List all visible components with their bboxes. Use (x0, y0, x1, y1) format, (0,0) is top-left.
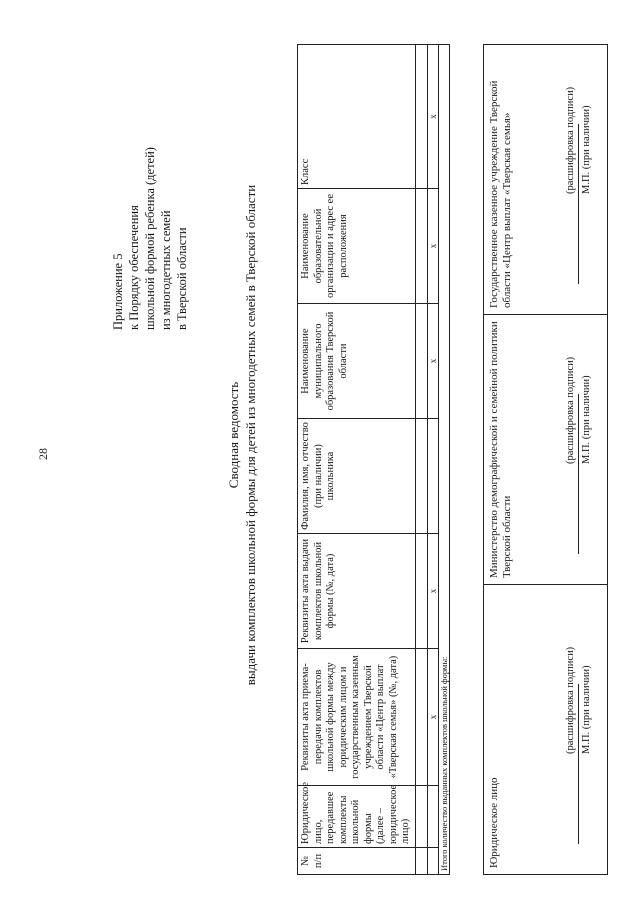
title-line-1: Сводная ведомость (226, 381, 241, 489)
header-cell-school: Наименование образовательной организации и адрес ее расположения (298, 189, 416, 304)
signature-org: Министерство демографической и семейной политики Тверской области (488, 321, 513, 578)
table-row (415, 45, 427, 875)
header-cell-student-name: Фамилия, имя, отчество (при наличии) школьника (298, 419, 416, 534)
table-cell (415, 649, 427, 786)
appendix-line: к Порядку обеспечения (127, 205, 141, 330)
signature-mp: М.П. (при наличии) (581, 375, 592, 464)
table-cell (415, 534, 427, 649)
signature-block-legal-entity (484, 585, 608, 875)
header-cell-grade: Класс (298, 45, 416, 189)
table-header-row (298, 45, 416, 875)
signature-decode: (расшифровка подписи) (565, 646, 576, 754)
signature-decode: (расшифровка подписи) (565, 86, 576, 194)
header-cell-issue-act: Реквизиты акта выдачи комплектов школьной формы (№, дата) (298, 534, 416, 649)
header-cell-number: № п/п (298, 848, 416, 875)
signature-mp: М.П. (при наличии) (581, 105, 592, 194)
table-cell (415, 45, 427, 189)
signature-line (578, 684, 579, 844)
table-cell (427, 419, 438, 534)
signature-mp: М.П. (при наличии) (581, 665, 592, 754)
document-title (225, 130, 259, 740)
table-cell: х (427, 534, 438, 649)
signature-block-ministry (484, 315, 608, 585)
table-cell (415, 848, 427, 875)
appendix-line: из многодетных семей (159, 210, 173, 330)
signature-block-payment-center (484, 45, 608, 315)
header-cell-municipality: Наименование муниципального образования Тверской области (298, 304, 416, 419)
rotated-sheet (15, 30, 635, 890)
table-cell (427, 848, 438, 875)
signature-line (578, 394, 579, 554)
table-cell (415, 304, 427, 419)
header-cell-transfer-act: Реквизиты акта приема-передачи комплектов школьной формы между юридическим лицом и государственным казенным учреждением Тверской области «Центр выплат «Тверская семья» (№, дата) (298, 649, 416, 786)
table-cell: х (427, 304, 438, 419)
table-total-row (438, 45, 449, 875)
signature-line (578, 124, 579, 284)
signature-org: Государственное казенное учреждение Тверской области «Центр выплат «Тверская семья» (488, 80, 513, 308)
table-cell (415, 786, 427, 848)
table-cell (427, 786, 438, 848)
appendix-line: Приложение 5 (111, 253, 125, 330)
signature-decode: (расшифровка подписи) (565, 356, 576, 464)
table-cell: х (427, 45, 438, 189)
appendix-line: в Тверской области (175, 227, 189, 330)
header-cell-legal-entity: Юридическое лицо, передавшее комплекты школьной формы (далее – юридическое лицо) (298, 786, 416, 848)
page-number: 28 (36, 448, 50, 460)
appendix-block (110, 40, 190, 330)
total-label: Итого количество выданных комплектов школьной формы: (438, 45, 449, 875)
signatures-table (483, 44, 608, 875)
appendix-line: школьной формой ребенка (детей) (143, 147, 157, 330)
report-table (297, 44, 450, 875)
table-cell (415, 419, 427, 534)
title-line-2: выдачи комплектов школьной формы для детей из многодетных семей в Тверской области (243, 184, 258, 686)
table-cell: х (427, 189, 438, 304)
table-x-row (427, 45, 438, 875)
table-cell: х (427, 649, 438, 786)
signature-org: Юридическое лицо (488, 777, 500, 868)
table-cell (415, 189, 427, 304)
